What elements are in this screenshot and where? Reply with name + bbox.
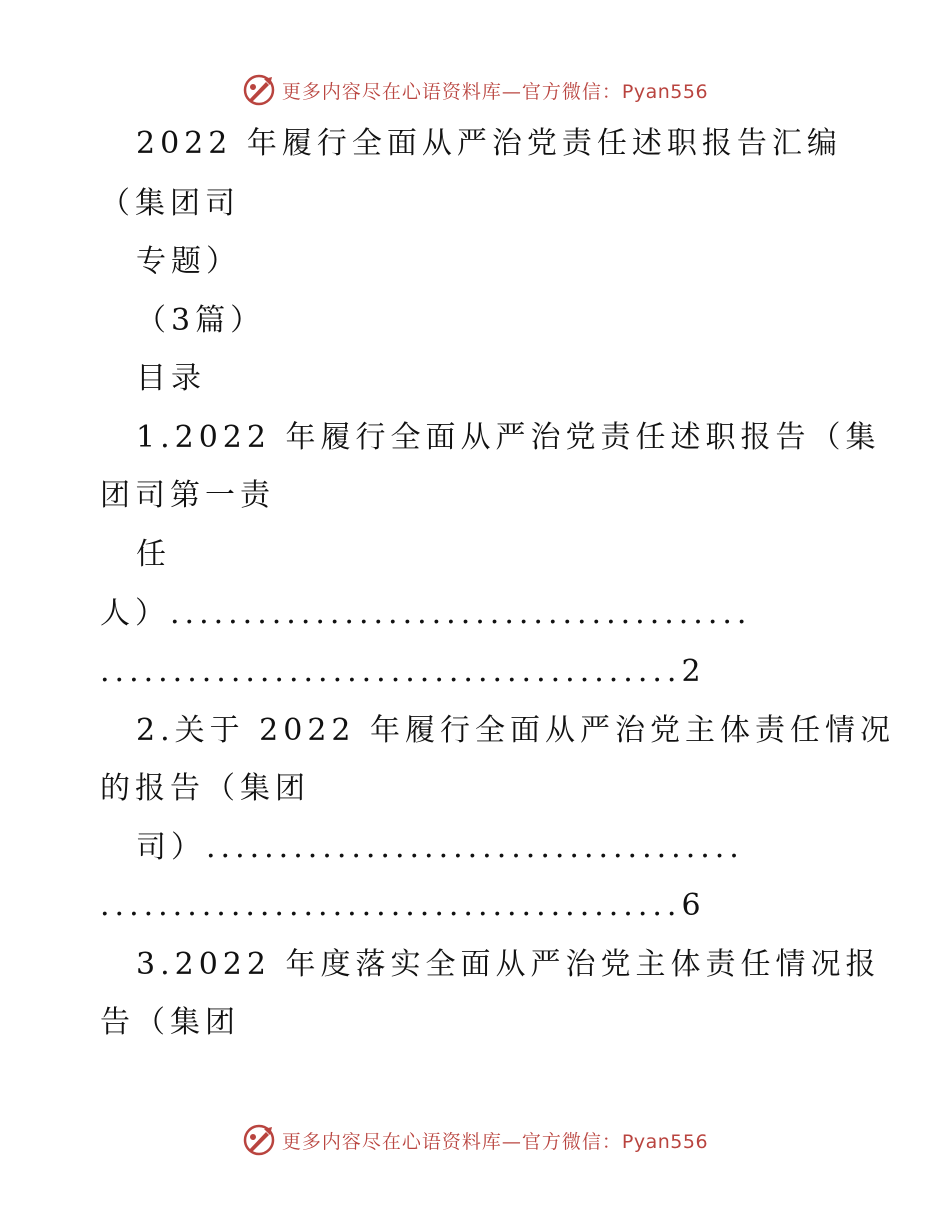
footer-watermark [0, 1120, 950, 1160]
toc-entry-2-line-4: ........................................6 [100, 888, 706, 923]
toc-entry-1-line-3: 任 [136, 537, 171, 572]
watermark-text: 更多内容尽在心语资料库—官方微信：Pyan556 [281, 80, 709, 103]
toc-heading: 目录 [136, 361, 206, 396]
quill-pen-logo-icon [242, 1123, 276, 1157]
doc-count: （3篇） [136, 303, 266, 338]
toc-entry-1-line-1: 1.2022 年履行全面从严治党责任述职报告（集 [136, 420, 881, 455]
quill-pen-logo-icon [242, 73, 276, 107]
doc-title-line-3: 专题） [136, 244, 241, 279]
header-watermark [0, 70, 950, 110]
doc-title-line-1: 2022 年履行全面从严治党责任述职报告汇编 [136, 126, 842, 161]
toc-entry-3-line-2: 告（集团 [100, 1005, 240, 1040]
toc-entry-1-line-2: 团司第一责 [100, 478, 275, 513]
watermark-text: 更多内容尽在心语资料库—官方微信：Pyan556 [281, 1130, 709, 1153]
toc-entry-2-line-3: 司）..................................... [136, 830, 744, 865]
doc-title-line-2: （集团司 [100, 186, 240, 221]
toc-entry-2-line-1: 2.关于 2022 年履行全面从严治党主体责任情况 [136, 713, 896, 748]
toc-entry-2-line-2: 的报告（集团 [100, 771, 310, 806]
wechat-id: Pyan556 [621, 80, 709, 103]
toc-entry-1-line-4: 人）........................................ [100, 596, 752, 631]
wechat-id: Pyan556 [621, 1130, 709, 1153]
toc-entry-3-line-1: 3.2022 年度落实全面从严治党主体责任情况报 [136, 947, 881, 982]
toc-entry-1-line-5: ........................................2 [100, 654, 706, 689]
